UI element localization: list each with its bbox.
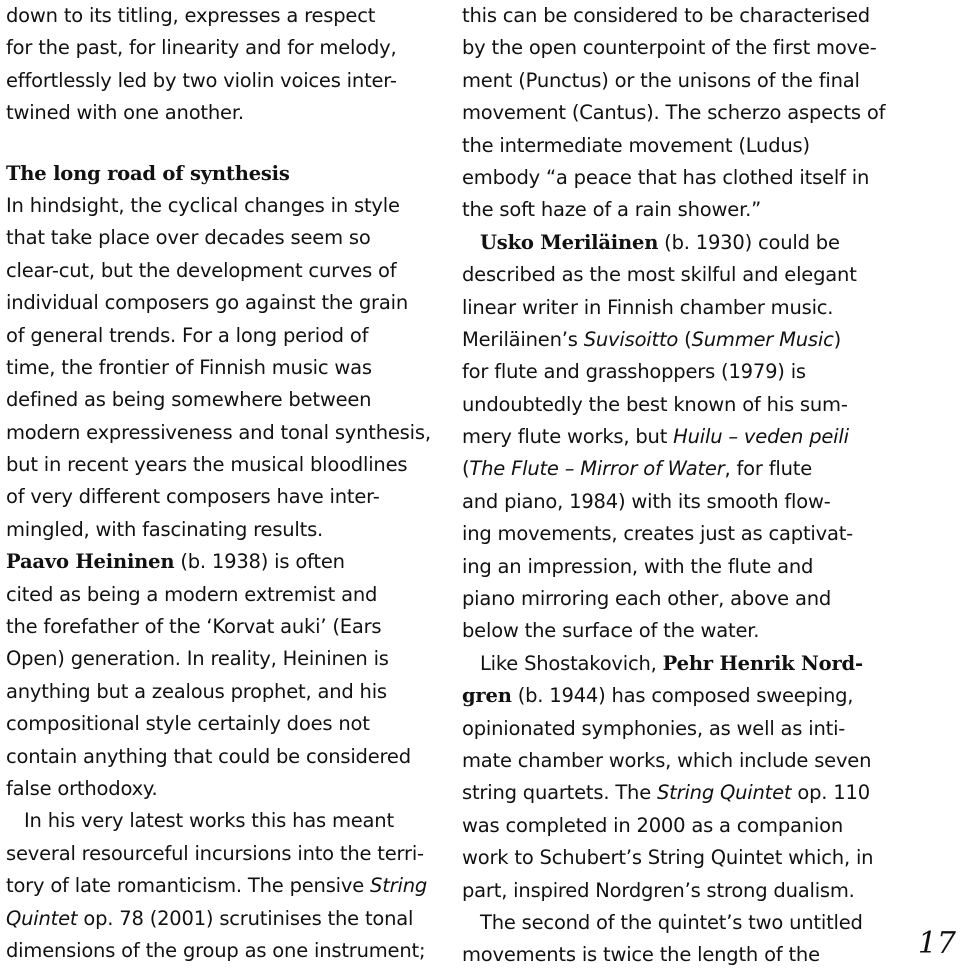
text-line: by the open counterpoint of the first move- xyxy=(462,36,877,60)
work-title: Quintet xyxy=(6,906,78,930)
text-line xyxy=(462,648,882,680)
text-line: undoubtedly the best known of his sum- xyxy=(462,392,848,416)
text-span: (b. 1938) is often xyxy=(174,550,345,574)
text-line: clear-cut, but the development curves of xyxy=(6,258,397,282)
text-line: ing movements, creates just as captivat- xyxy=(462,522,853,546)
text-line xyxy=(6,320,424,352)
text-line: the soft haze of a rain shower.” xyxy=(462,198,762,222)
text-line: The second of the quintet’s two untitled xyxy=(480,910,863,934)
composer-name: Usko Meriläinen xyxy=(480,230,659,254)
text-line: mingled, with fascinating results. xyxy=(6,517,324,541)
text-span: (b. 1944) has composed sweeping, xyxy=(511,684,854,708)
text-line xyxy=(6,643,424,675)
composer-name: gren xyxy=(462,684,512,708)
text-line: modern expressiveness and tonal synthesis, xyxy=(6,420,431,444)
text-line: the intermediate movement (Ludus) xyxy=(462,133,810,157)
text-line: described as the most skilful and elegant xyxy=(462,263,857,287)
text-line: effortlessly led by two violin voices inter- xyxy=(6,68,397,92)
work-title: String Quintet xyxy=(657,781,792,805)
text-span: ) xyxy=(833,327,842,351)
text-line: linear writer in Finnish chamber music. xyxy=(462,295,834,319)
text-line: ment (Punctus) or the unisons of the final xyxy=(462,68,860,92)
text-span: , for flute xyxy=(724,457,813,481)
text-line: contain anything that could be considered xyxy=(6,744,411,768)
text-line xyxy=(462,680,882,712)
text-span: string quartets. The xyxy=(462,781,657,805)
text-line: twined with one another. xyxy=(6,101,244,125)
text-line xyxy=(462,227,882,259)
text-span: op. 110 xyxy=(791,781,870,805)
text-line: defined as being somewhere between xyxy=(6,388,372,412)
section-heading: The long road of synthesis xyxy=(6,161,290,185)
text-span: ( xyxy=(462,457,470,481)
composer-name: Pehr Henrik Nord- xyxy=(662,651,863,675)
text-line: In hindsight, the cyclical changes in style xyxy=(6,193,400,217)
text-span: op. 78 (2001) scrutinises the tonal xyxy=(77,906,414,930)
text-line: false orthodoxy. xyxy=(6,776,158,800)
text-line: piano mirroring each other, above and xyxy=(462,587,832,611)
text-span: Open) generation. xyxy=(6,647,181,671)
text-line: ing an impression, with the flute and xyxy=(462,554,814,578)
text-span: of general trends. xyxy=(6,323,177,347)
text-line: the forefather of the ‘Korvat auki’ (Ears xyxy=(6,615,382,639)
text-line: for the past, for linearity and for melody, xyxy=(6,36,397,60)
page-number: 17 xyxy=(917,926,956,961)
text-line xyxy=(462,324,882,356)
text-span: tory of late romanticism. The pensive xyxy=(6,874,371,898)
text-span: mery flute works, but xyxy=(462,425,674,449)
text-line xyxy=(462,421,882,453)
work-title: Summer Music xyxy=(691,327,834,351)
text-line: time, the frontier of Finnish music was xyxy=(6,355,372,379)
text-line: work to Schubert’s String Quintet which, in xyxy=(462,846,874,870)
right-column xyxy=(462,0,886,972)
work-title: Huilu – veden peili xyxy=(673,425,849,449)
text-line xyxy=(6,870,428,902)
text-span: Meriläinen’s xyxy=(462,327,584,351)
composer-name: Paavo Heininen xyxy=(6,550,175,574)
text-line: anything but a zealous prophet, and his xyxy=(6,679,387,703)
text-line: down to its titling, expresses a respect xyxy=(6,4,376,27)
text-line: movements is twice the length of the xyxy=(462,943,820,967)
text-line xyxy=(462,777,882,809)
text-line: compositional style certainly does not xyxy=(6,712,370,736)
text-line: below the surface of the water. xyxy=(462,619,760,643)
text-line: embody “a peace that has clothed itself in xyxy=(462,165,870,189)
text-span: Like Shostakovich, xyxy=(480,651,663,675)
text-line: was completed in 2000 as a companion xyxy=(462,813,844,837)
text-line: movement (Cantus). The scherzo aspects of xyxy=(462,101,886,125)
text-line xyxy=(462,453,882,485)
text-line: mate chamber works, which include seven xyxy=(462,748,872,772)
text-span: For a long period of xyxy=(176,323,369,347)
text-span: In reality, Heininen is xyxy=(180,647,389,671)
text-line: individual composers go against the grain xyxy=(6,291,409,315)
work-title: String xyxy=(370,874,428,898)
work-title: Suvisoitto xyxy=(583,327,679,351)
text-line: opinionated symphonies, as well as inti- xyxy=(462,716,846,740)
text-line: In his very latest works this has meant xyxy=(24,809,394,833)
text-line: of very different composers have inter- xyxy=(6,485,380,509)
text-span: (b. 1930) could be xyxy=(658,230,840,254)
text-line: several resourceful incursions into the terri- xyxy=(6,841,424,865)
text-line: this can be considered to be characterised xyxy=(462,4,870,27)
text-line: dimensions of the group as one instrument; xyxy=(6,938,426,962)
text-line: for flute and grasshoppers (1979) is xyxy=(462,360,806,384)
text-line: but in recent years the musical bloodlines xyxy=(6,453,408,477)
text-line: that take place over decades seem so xyxy=(6,226,371,250)
text-line: cited as being a modern extremist and xyxy=(6,582,378,606)
text-line xyxy=(6,546,424,578)
text-line: and piano, 1984) with its smooth flow- xyxy=(462,489,831,513)
work-title: The Flute – Mirror of Water xyxy=(469,457,725,481)
text-line xyxy=(6,903,424,935)
left-column xyxy=(6,0,431,967)
text-span: ( xyxy=(678,327,692,351)
text-line: part, inspired Nordgren’s strong dualism. xyxy=(462,878,855,902)
